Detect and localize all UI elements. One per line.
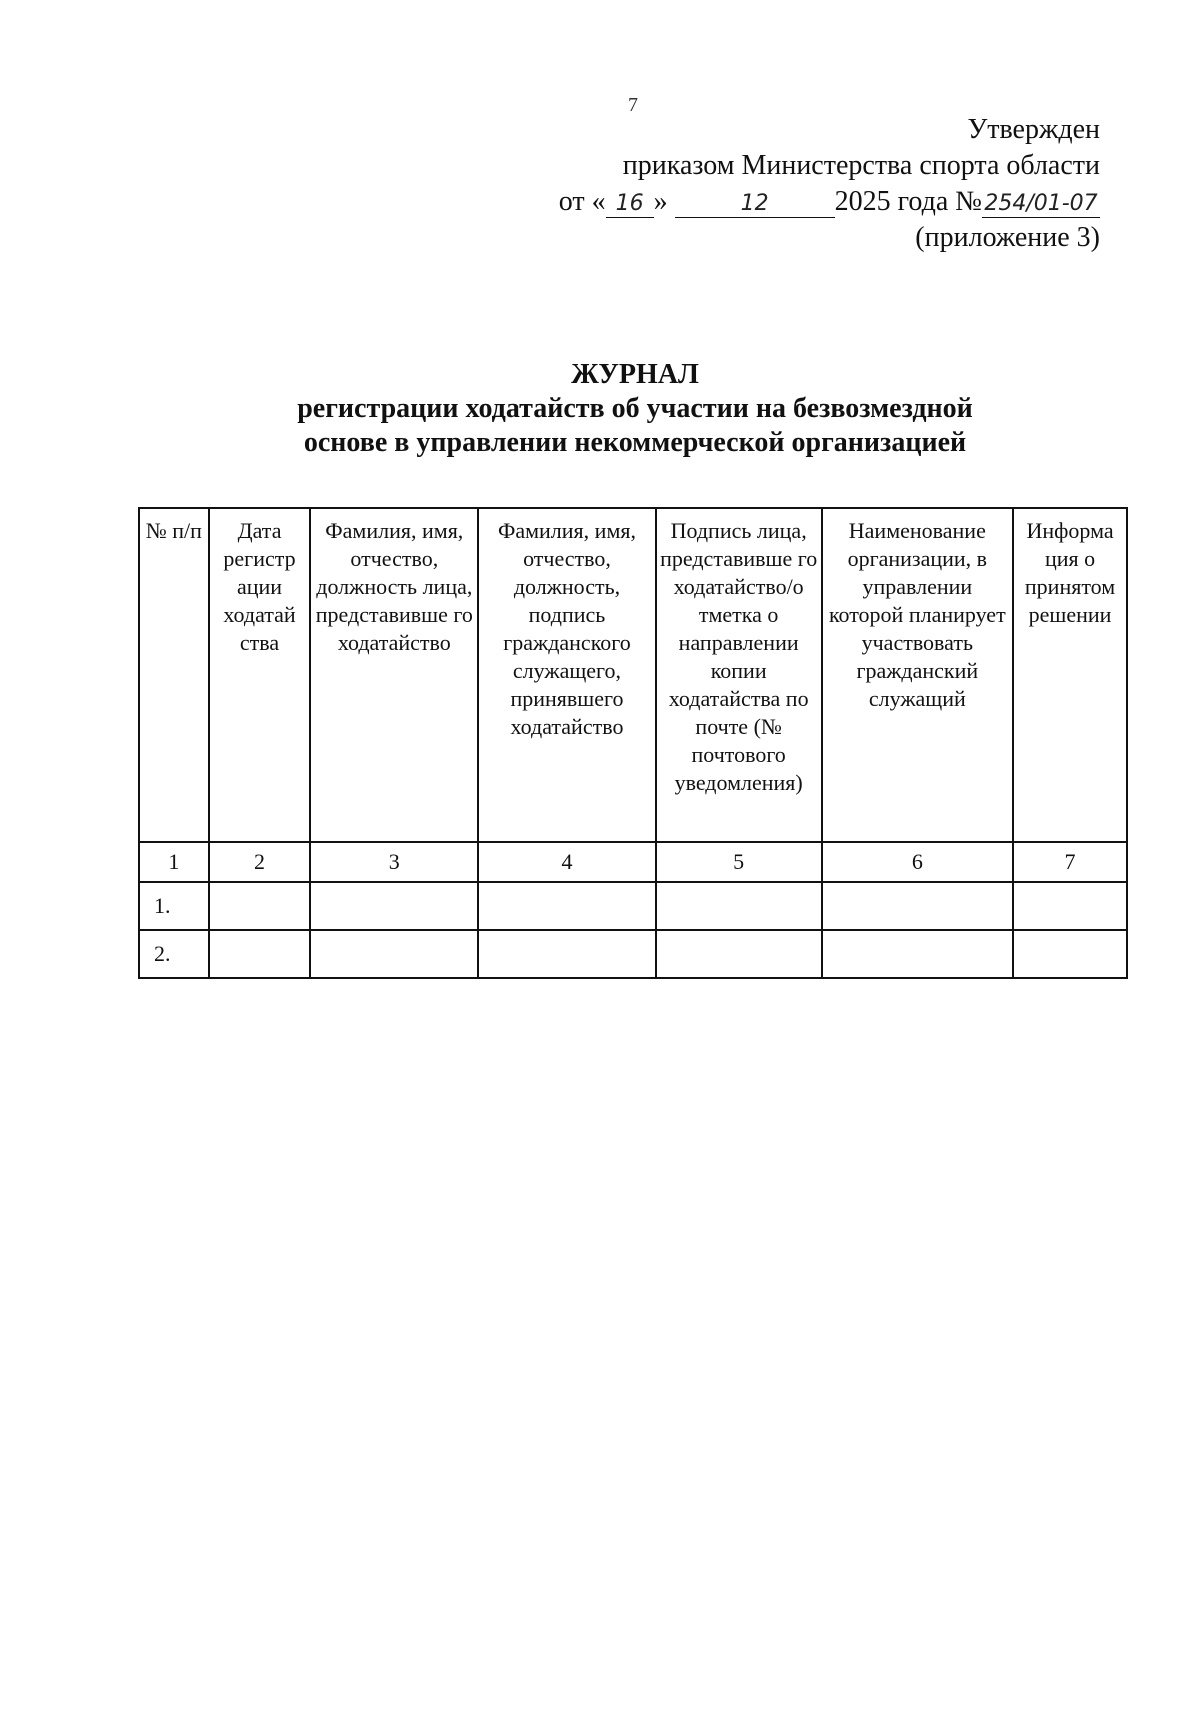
approval-order-number: 254/01-07 [982, 191, 1100, 218]
table-row [139, 930, 1127, 978]
table-cell: 2. [139, 930, 209, 978]
document-title [0, 358, 1200, 460]
header-applicant: Фамилия, имя, отчество, должность лица, представивше го ходатайство [310, 508, 478, 842]
header-number: № п/п [139, 508, 209, 842]
column-number: 3 [310, 842, 478, 882]
header-registration-date: Дата регистр ации ходатай ства [209, 508, 311, 842]
header-receiving-official: Фамилия, имя, отчество, должность, подпись гражданского служащего, принявшего ходатайство [478, 508, 656, 842]
column-number: 7 [1013, 842, 1127, 882]
table-cell [478, 882, 656, 930]
table-cell [310, 882, 478, 930]
table-cell [1013, 882, 1127, 930]
table-cell [478, 930, 656, 978]
column-number: 6 [822, 842, 1014, 882]
approval-from-prefix: от « [558, 186, 606, 217]
table-row [139, 882, 1127, 930]
column-number: 1 [139, 842, 209, 882]
title-line-2: регистрации ходатайств об участии на безвозмездной [297, 393, 973, 424]
approval-year-text: 2025 года № [834, 186, 982, 217]
approval-date-line [559, 184, 1100, 220]
column-number-row [139, 842, 1127, 882]
table-cell [209, 930, 311, 978]
approval-from-close: » [653, 186, 668, 217]
title-main: ЖУРНАЛ [571, 359, 699, 390]
table-cell [656, 882, 822, 930]
table-cell: 1. [139, 882, 209, 930]
page-number: 7 [628, 94, 638, 116]
approval-ministry: приказом Министерства спорта области [622, 150, 1100, 181]
column-number: 5 [656, 842, 822, 882]
column-number: 4 [478, 842, 656, 882]
journal-table [138, 507, 1128, 979]
table-cell [1013, 930, 1127, 978]
table-cell [822, 930, 1014, 978]
approval-stamp [559, 112, 1100, 256]
approval-day: 16 [606, 191, 654, 218]
table-cell [209, 882, 311, 930]
approval-appendix: (приложение 3) [915, 222, 1100, 253]
column-number: 2 [209, 842, 311, 882]
header-applicant-signature: Подпись лица, представивше го ходатайство/о тметка о направлении копии ходатайства по почте (№ почтового уведомления) [656, 508, 822, 842]
approval-month: 12 [675, 191, 835, 218]
header-organization-name: Наименование организации, в управлении которой планирует участвовать гражданский служащий [822, 508, 1014, 842]
table-cell [310, 930, 478, 978]
header-decision-info: Информа ция о принятом решении [1013, 508, 1127, 842]
approval-title: Утвержден [967, 114, 1100, 145]
table-cell [822, 882, 1014, 930]
table-header-row [139, 508, 1127, 842]
table-cell [656, 930, 822, 978]
title-line-3: основе в управлении некоммерческой организацией [303, 427, 967, 458]
